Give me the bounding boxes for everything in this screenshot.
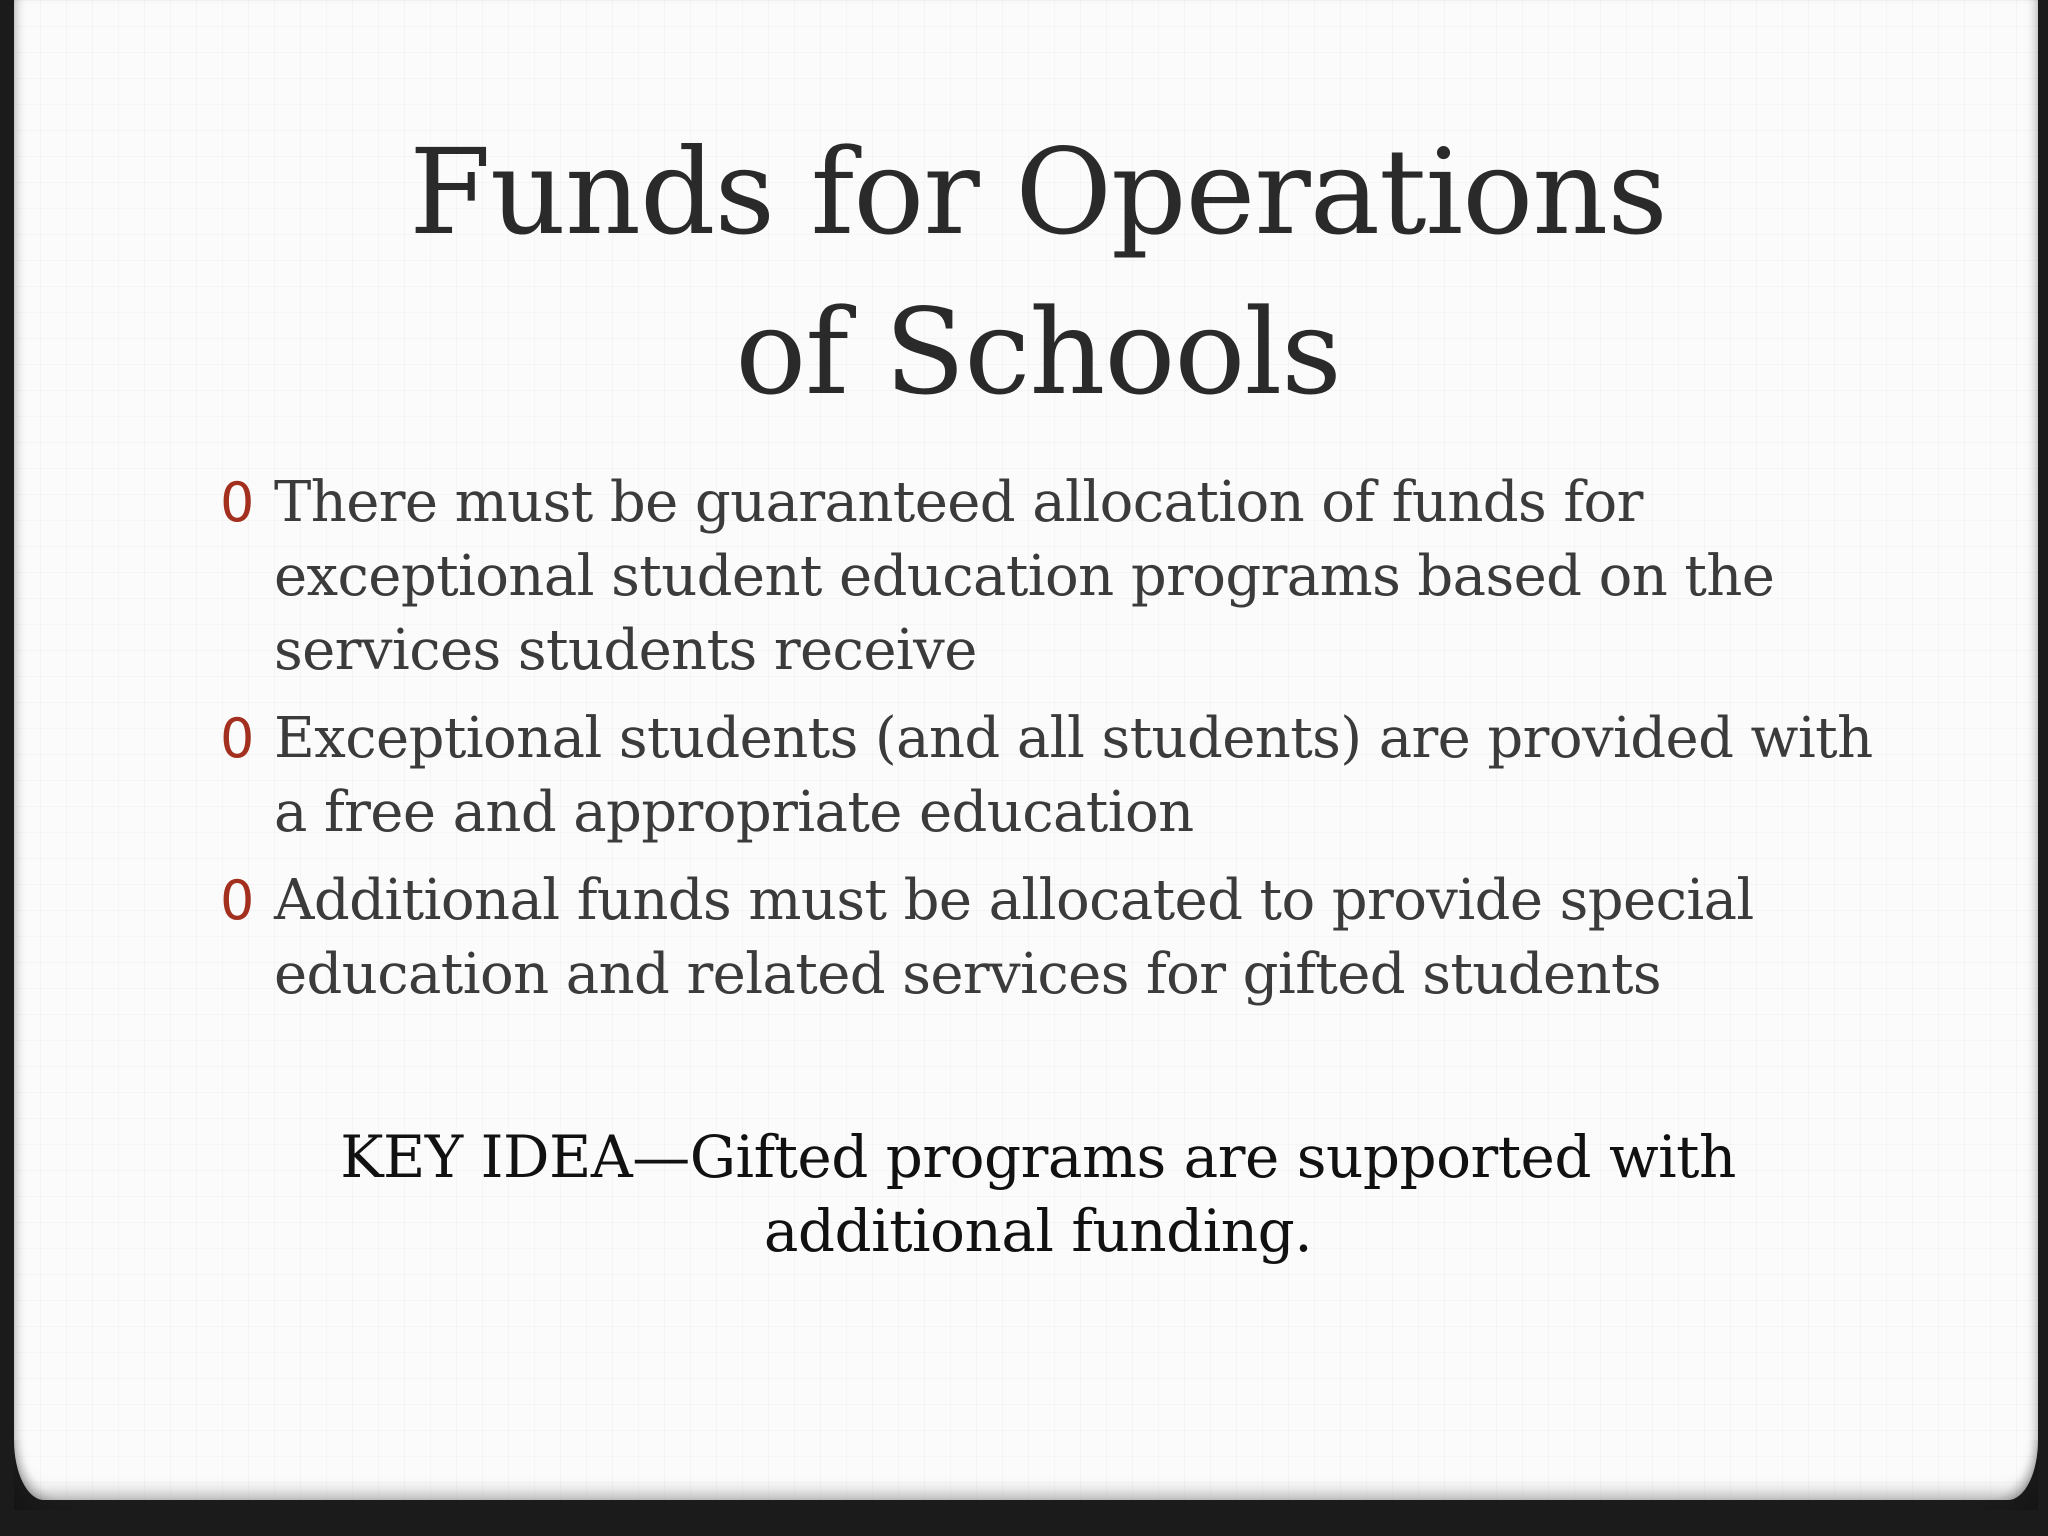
bullet-text-1: There must be guaranteed allocation of funds for exceptional student education programs based on the services students receive [274,470,1775,683]
page-curl-right [1978,1440,2038,1510]
slide-title-line-1: Funds for Operations [409,123,1667,261]
bullet-marker-icon: 0 [220,869,254,932]
bullet-marker-icon: 0 [220,707,254,770]
bullet-text-2: Exceptional students (and all students) are provided with a free and appropriate education [274,706,1873,845]
bullet-list [220,466,1880,1026]
page-curl-left [14,1440,74,1510]
bullet-item-1 [220,466,1880,688]
bullet-marker-icon: 0 [220,471,254,534]
key-idea-line-1: KEY IDEA—Gifted programs are supported with [340,1123,1736,1191]
bullet-item-2 [220,702,1880,850]
key-idea-line-2: additional funding. [763,1197,1313,1265]
bullet-item-3 [220,864,1880,1012]
bullet-text-3: Additional funds must be allocated to provide special education and related services for gifted students [274,868,1754,1007]
key-idea-callout [14,1120,2048,1268]
slide-title-line-2: of Schools [735,283,1341,421]
slide-title [14,112,2048,432]
slide-page [14,0,2038,1500]
